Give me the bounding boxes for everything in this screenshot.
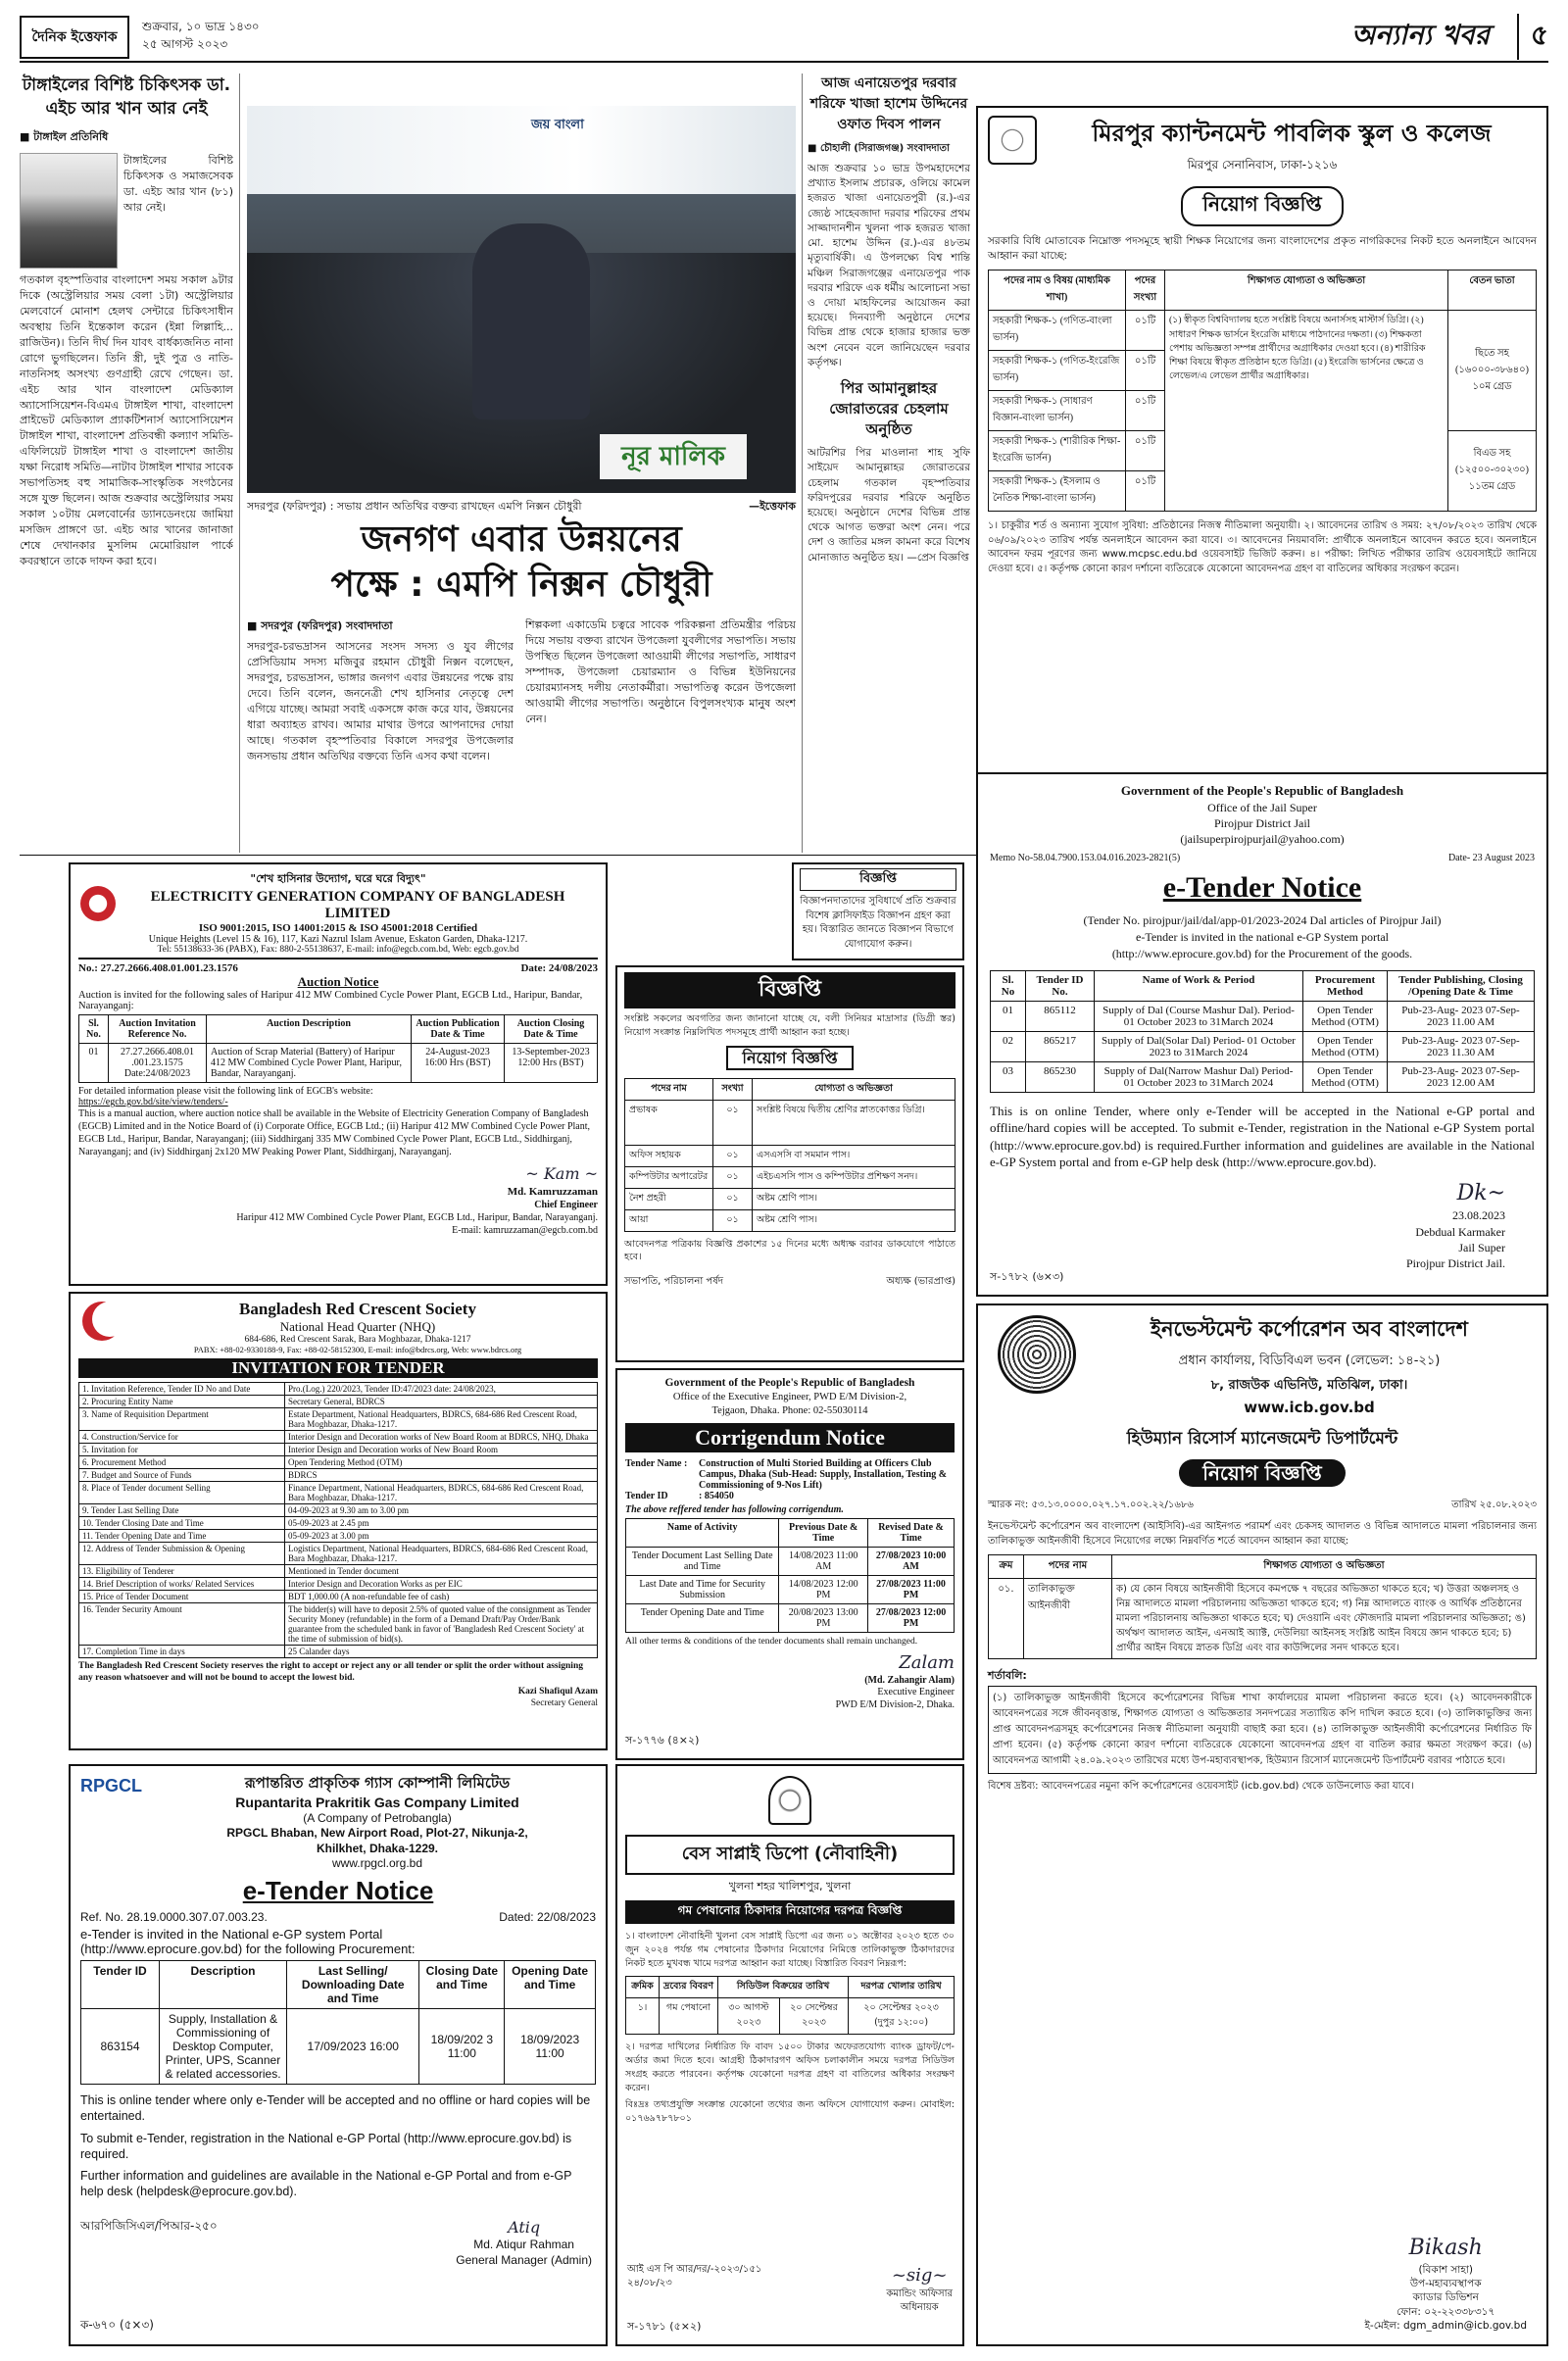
egcb-table: Sl. No. Auction Invitation Reference No. Auction Description Auction Publication Date & Time Auction Closing Date & Time 01 27.27.2666.408.01 .001.23.1575 Date:24/08/2023 Auction of Scrap Material (Battery) of Haripur 412 MW Combined Cycle Power Plant, Haripur, Bandar, Narayanganj. 24-August-2023 16:00 Hrs (BST) 13-September-2023 12:00 Hrs (BST): [78, 1014, 598, 1083]
masthead-date: শুক্রবার, ১০ ভাদ্র ১৪৩০ ২৫ আগস্ট ২০২৩: [142, 20, 260, 51]
jail-table: Sl. No Tender ID No. Name of Work & Period Procurement Method Tender Publishing, Closing /Opening Date & Time 01 865112 Supply of Dal (Course Mashur Dal). Period- 01 October 2023 to 31March 2024 Open Tender Method (OTM) Pub-23-Aug- 2023 07-Sep-2023 11.00 AM 02 865217 Supply of Dal(Solar Dal) Period- 01 October 2023 to 31March 2024 Open Tender Method (OTM) Pub-23-Aug- 2023 07-Sep-2023 11.30 AM 03 865230 Supply of Dal(Narrow Mashur Dal) Period- 01 October 2023 to 31March 2024 Open Tender Method (OTM) Pub-23-Aug- 2023 07-Sep-2023 12.00 AM: [990, 970, 1535, 1093]
redcrescent-notice: Bangladesh Red Crescent Society National Head Quarter (NHQ) 684-686, Red Crescent Sarak, Bara Moghbazar, Dhaka-1217 PABX: +88-02-9330188-9, Fax: +88-02-58152300, E-mail: info@bdrcs.org, Web: www.bdrcs.org INVITATION FOR TENDER 1. Invitation Reference, Tender ID No and Date Pro.(Log.) 220/2023, Tender ID:47/2023 date: 24/08/2023, 2. Procuring Entity Name Secretary General, BDRCS 3. Name of Requisition Department Estate Department, National Headquarters, BDRCS, 684-686 Red Crescent Road, Bara Moghbazar, Dhaka-1217. 4. Construction/Service for Interior Design and Decoration works of New Board Room at BDRCS, NHQ, Dhaka 5. Invitation for Interior Design and Decoration works of New Board Room 6. Procurement Method Open Tendering Method (OTM) 7. Budget and Source of Funds BDRCS 8. Place of Tender document Selling Finance Department, National Headquarters, BDRCS, 684-686 Red Crescent Road, Bara Moghbazar, Dhaka-1217. 9. Tender Last Selling Date 04-09-2023 at 9.30 am to 3.00 pm 10. Tender Closing Date and Time 05-09-2023 at 2.45 pm 11. Tender Opening Date and Time 05-09-2023 at 3.00 pm 12. Address of Tender Submission & Opening Logistics Department, National Headquarters, BDRCS, 684-686 Red Crescent Road, Bara Moghbazar, Dhaka-1217. 13. Eligibility of Tenderer Mentioned in Tender document 14. Brief Description of works/ Related Services Interior Design and Decoration Works as per EIC 15. Price of Tender Document BDT 1,000.00 (A non-refundable fee of cash) 16. Tender Security Amount The bidder(s) will have to deposit 2.5% of quoted value of the consignment as Tender Security Money (refundable) in the form of a Demand Draft/Pay Order/Bank guarantee from the scheduled bank in favor of 'Bangladesh Red Crescent Society' at the time of submission of bid(s). 17. Completion Time in days 25 Calander days The Bangladesh Red Crescent Society reserves the right to accept or reject any or all tender or split the order without assigning any reason whatsoever and will not be bound to accept the lowest bid. Kazi Shafiqul Azam Secretary General: [69, 1292, 608, 1750]
classified-small: বিজ্ঞপ্তি বিজ্ঞাপনদাতাদের সুবিধার্থে প্রতি শুক্রবার বিশেষ ক্লাসিফাইড বিজ্ঞাপন গ্রহণ করা হয়। বিস্তারিত জানতে বিজ্ঞাপন বিভাগে যোগাযোগ করুন।: [792, 862, 964, 960]
table-row: 02 865217 Supply of Dal(Solar Dal) Period- 01 October 2023 to 31March 2024 Open Tender Method (OTM) Pub-23-Aug- 2023 07-Sep-2023 11.30 AM: [991, 1031, 1535, 1061]
redcrescent-banner: INVITATION FOR TENDER: [78, 1358, 598, 1378]
pwd-corrigendum: Government of the People's Republic of Bangladesh Office of the Executive Engineer, PWD E/M Division-2, Tejgaon, Dhaka. Phone: 02-55030114 Corrigendum Notice Tender Name : Construction of Multi Storied Building at Officers Club Campus, Dhaka (Sub-Head: Supply, Installation, Testing & Commissioning of 9-Nos Lift) Tender ID : 854050 The above reffered tender has following corrigendum. Name of Activity Previous Date & Time Revised Date & Time Tender Document Last Selling Date and Time 14/08/2023 11:00 AM 27/08/2023 10:00 AM Last Date and Time for Security Submission 14/08/2023 12:00 PM 27/08/2023 11:00 PM Tender Opening Date and Time 20/08/2023 13:00 PM 27/08/2023 12:00 PM All other terms & conditions of the tender documents shall remain unchanged. Zalam (Md. Zahangir Alam) Executive Engineer PWD E/M Division-2, Dhaka. স-১৭৭৬ (৪×২): [615, 1368, 964, 1760]
navy-emblem-icon: [768, 1776, 811, 1825]
byline: ■ টাঙ্গাইল প্রতিনিধি: [20, 130, 109, 143]
egcb-notice: "শেখ হাসিনার উদ্যোগ, ঘরে ঘরে বিদ্যুৎ" ELECTRICITY GENERATION COMPANY OF BANGLADESH LIMITED ISO 9001:2015, ISO 14001:2015 & ISO 45001:2018 Certified Unique Heights (Level 15 & 16), 117, Kazi Nazrul Islam Avenue, Eskaton Garden, Dhaka-1217. Tel: 55138633-36 (PABX), Fax: 880-2-55138637, E-mail: info@egcb.com.bd, Web: egcb.gov.bd No.: 27.27.2666.408.01.001.23.1576 Date: 24/08/2023 Auction Notice Auction is invited for the following sales of Haripur 412 MW Combined Cycle Power Plant, EGCB Ltd., Haripur, Bandar, Narayanganj: Sl. No. Auction Invitation Reference No. Auction Description Auction Publication Date & Time Auction Closing Date & Time 01 27.27.2666.408.01 .001.23.1575 Date:24/08/2023 Auction of Scrap Material (Battery) of Haripur 412 MW Combined Cycle Power Plant, Haripur, Bandar, Narayanganj. 24-August-2023 16:00 Hrs (BST) 13-September-2023 12:00 Hrs (BST) For detailed information please visit the following link of EGCB's website: https://egcb.gov.bd/site/view/tenders/- This is a manual auction, where auction notice shall be available in the Website of Electricity Generation Company of Bangladesh (EGCB) Limited and in the Notice Board of (i) Corporate Office, EGCB Ltd.; (ii) Haripur 412 MW Combined Cycle Power Plant, EGCB Ltd., Haripur, Bandar, Narayanganj; (iii) Siddhirganj 335 MW Combined Cycle Power Plant, EGCB Ltd., Siddhirganj, Narayanganj; and (iv) Siddhirganj 2x120 MW Peaking Power Plant, Siddhirganj, Narayanganj. ~ Kam ~ Md. Kamruzzaman Chief Engineer Haripur 412 MW Combined Cycle Power Plant, EGCB Ltd., Haripur, Bandar, Narayanganj. E-mail: kamruzzaman@egcb.com.bd: [69, 862, 608, 1286]
page-number: ৫: [1517, 14, 1548, 60]
section-title: অন্যান্য খবর: [1350, 19, 1490, 51]
masthead: [20, 10, 1548, 78]
photo-tag: নূর মালিক: [600, 434, 747, 479]
column-rule: [239, 74, 240, 853]
mirpur-notice: মিরপুর ক্যান্টনমেন্ট পাবলিক স্কুল ও কলেজ মিরপুর সেনানিবাস, ঢাকা-১২১৬ নিয়োগ বিজ্ঞপ্তি সরকারি বিধি মোতাবেক নিম্নোক্ত পদসমূহে স্থায়ী শিক্ষক নিয়োগের জন্য বাংলাদেশের প্রকৃত নাগরিকদের নিকট হতে অনলাইনে আবেদন আহ্বান করা যাচ্ছে: পদের নাম ও বিষয় (মাধ্যমিক শাখা) পদের সংখ্যা শিক্ষাগত যোগ্যতা ও অভিজ্ঞতা বেতন ভাতা সহকারী শিক্ষক-১ (গণিত-বাংলা ভার্সন) ০১টি (১) স্বীকৃত বিশ্ববিদ্যালয় হতে সংশ্লিষ্ট বিষয়ে অনার্সসহ মাস্টার্স ডিগ্রি। (২) সাধারণ শিক্ষক ভার্সনে ইংরেজি মাধ্যমে পাঠদানের দক্ষতা। (৩) শিক্ষকতা পেশায় অভিজ্ঞতা সম্পন্ন প্রার্থীদের অগ্রাধিকার দেওয়া হবে। (৪) শারীরিক শিক্ষা বিষয়ে স্বীকৃত প্রতিষ্ঠান হতে ডিগ্রি। (৫) ইংরেজি ভার্সনের ক্ষেত্রে ও লেভেল/এ লেভেল প্রার্থীর অগ্রাধিকার। ছিতে সহ (১৬০০০-৩৮৬৪০) ১০ম গ্রেড সহকারী শিক্ষক-১ (গণিত-ইংরেজি ভার্সন) ০১টি সহকারী শিক্ষক-১ (সাধারণ বিজ্ঞান-বাংলা ভার্সন) ০১টি সহকারী শিক্ষক-১ (শারীরিক শিক্ষা-ইংরেজি ভার্সন) ০১টি বিএড সহ (১২৫০০-৩০২৩০) ১১তম গ্রেড সহকারী শিক্ষক-১ (ইসলাম ও নৈতিক শিক্ষা-বাংলা ভার্সন) ০১টি ১। চাকুরীর শর্ত ও অন্যান্য সুযোগ সুবিধা: প্রতিষ্ঠানের নিজস্ব নীতিমালা অনুযায়ী। ২। আবেদনের তারিখ ও সময়: ২৭/০৮/২০২৩ তারিখ থেকে ০৬/০৯/২০২৩ তারিখ পর্যন্ত অনলাইনে আবেদন করা যাবে। ৩। আবেদনের নিয়মাবলি: প্রার্থীকে অনলাইনে আবেদন করতে হবে। অনলাইনে আবেদন ফরম পূরণের জন্য www.mcpsc.edu.bd ওয়েবসাইট ভিজিট করুন। ৪। পরীক্ষা: লিখিত পরীক্ষার তারিখ ওয়েবসাইটে জানিয়ে দেওয়া হবে। ৫। কর্তৃপক্ষ কোনো কারণ দর্শানো ব্যতিরেকে যেকোনো আবেদনপত্র গ্রহণ বা বাতিলের অধিকার সংরক্ষণ করেন।: [976, 106, 1548, 833]
egcb-link[interactable]: https://egcb.gov.bd/site/view/tenders/-: [78, 1097, 228, 1107]
icb-table: ক্রম পদের নাম শিক্ষাগত যোগ্যতা ও অভিজ্ঞতা ০১. তালিকাভুক্ত আইনজীবী ক) যে কোন বিষয়ে আইনজীবী হিসেবে কমপক্ষে ৭ বছরের অভিজ্ঞতা থাকতে হবে; খ) উত্তরা অঞ্চলসহ ও নিম্ন আদালতে মামলা পরিচালনায় অভিজ্ঞতা থাকতে হবে; গ) নিম্ন আদালতে ব্যাংক ও আর্থিক প্রতিষ্ঠানের মামলা পরিচালনায় অভিজ্ঞতা থাকতে হবে; ঘ) দেওয়ানি এবং ফৌজদারি মামলা পরিচালনার অভিজ্ঞতা; ঙ) অর্থঋণ আদালত আইন, এনআই অ্যাক্ট, দেউলিয়া আইনসহ সংশ্লিষ্ট আইন বিষয়ে জ্ঞান থাকতে হবে; চ) প্রার্থীর আইন বিষয়ে স্নাতক ডিগ্রি এবং বার কাউন্সিলের সনদ থাকতে হবে।: [988, 1554, 1537, 1659]
photo-caption: সদরপুর (ফরিদপুর) : সভায় প্রধান অতিথির বক্তব্য রাখছেন এমপি নিক্সন চৌধুরী —ইত্তেফাক: [247, 500, 796, 513]
icb-logo-icon: [998, 1315, 1076, 1394]
story-urs: আজ এনায়েতপুর দরবার শরিফে খাজা হাশেম উদ্দিনের ওফাত দিবস পালন ■ চৌহালী (সিরাজগঞ্জ) সংবাদদাতা আজ শুক্রবার ১০ ভাদ্র উপমহাদেশের প্রখ্যাত ইসলাম প্রচারক, ওলিয়ে কামেল হজরত খাজা এনায়েতপুরী (র.)-এর জ্যেষ্ঠ সাহেবজাদা দরবার শরিফের প্রথম সাজ্জাদানশীন খুলনা পাক হজরত খাজা মো. হাশেম উদ্দিন (র.)-এর ৪৮তম মৃত্যুবার্ষিকী। এ উপলক্ষ্যে বিশ্ব শান্তি মঞ্চিল সিরাজগঞ্জের এনায়েতপুর পাক দরবার শরিফে এক ধর্মীয় আলোচনা সভা ও দোয়া মাহফিলের আয়োজন করা হয়েছে। দিনব্যাপী অনুষ্ঠানে দেশের বিভিন্ন প্রান্ত থেকে হাজার হাজার ভক্ত অংশ নেবেন বলে জানিয়েছেন দরবার কর্তৃপক্ষ। পির আমানুল্লাহর জোরাতরের চেহলাম অনুষ্ঠিত আটরশির পির মাওলানা শাহ সুফি সাইয়েদ আমানুল্লাহর জোরাতরের চেহলাম গতকাল বৃহস্পতিবার ফরিদপুরের দরবার শরিফে অনুষ্ঠিত হয়েছে। অনুষ্ঠানে দেশের বিভিন্ন প্রান্ত থেকে আগত ভক্তরা অংশ নেন। পরে দেশ ও জাতির মঙ্গল কামনা করে বিশেষ মোনাজাত অনুষ্ঠিত হয়। —প্রেস বিজ্ঞপ্তি: [808, 75, 970, 564]
sub-headline: পির আমানুল্লাহর জোরাতরের চেহলাম অনুষ্ঠিত: [829, 379, 949, 439]
rpgcl-logo: RPGCL: [80, 1776, 142, 1795]
newspaper-logo: দৈনিক ইত্তেফাক: [20, 16, 129, 59]
madrasa-notice: বিজ্ঞপ্তি সংশ্লিষ্ট সকলের অবগতির জন্য জানানো যাচ্ছে যে, বলী সিনিয়র মাদ্রাসার (ডিগ্রী স্তর) নিয়োগ সংক্রান্ত নিম্নলিখিত পদসমূহে প্রার্থী আহ্বান করা হচ্ছে। নিয়োগ বিজ্ঞপ্তি পদের নাম সংখ্যা যোগ্যতা ও অভিজ্ঞতা প্রভাষক ০১ সংশ্লিষ্ট বিষয়ে দ্বিতীয় শ্রেণির স্নাতকোত্তর ডিগ্রি। অফিস সহায়ক ০১ এসএসসি বা সমমান পাস। কম্পিউটার অপারেটর ০১ এইচএসসি পাস ও কম্পিউটার প্রশিক্ষণ সনদ। নৈশ প্রহরী ০১ অষ্টম শ্রেণি পাস। আয়া ০১ অষ্টম শ্রেণি পাস। আবেদনপত্র পত্রিকায় বিজ্ঞপ্তি প্রকাশের ১৫ দিনের মধ্যে অধ্যক্ষ বরাবর ডাকযোগে পাঠাতে হবে। সভাপতি, পরিচালনা পর্ষদ অধ্যক্ষ (ভারপ্রাপ্ত): [615, 965, 964, 1362]
mp-headline: জনগণ এবার উন্নয়নের পক্ষে : এমপি নিক্সন চৌধুরী: [330, 519, 712, 605]
jail-title: e-Tender Notice: [1162, 871, 1362, 905]
speaker-figure: [472, 223, 590, 419]
mp-col1: ■ সদরপুর (ফরিদপুর) সংবাদদাতা সদরপুর-চরভদ্রাসন আসনের সংসদ সদস্য ও যুব লীগের প্রেসিডিয়াম সদস্য মজিবুর রহমান চৌধুরী নিক্সন বলেছেন, সদরপুর, চরভদ্রাসন, ভাঙ্গার জনগণ এবার উন্নয়নের পক্ষে রায় দেবে। তিনি বলেন, জননেত্রী শেখ হাসিনার নেতৃত্বে দেশ এগিয়ে যাচ্ছে। আমরা সবাই একসঙ্গে কাজ করে যাব, উন্নয়নের ধারা অব্যাহত রাখব। আমার মাথার উপরে আপনাদের দোয়া আছে। গতকাল বৃহস্পতিবার বিকালে সদরপুর উপজেলার জনসভায় প্রধান অতিথির বক্তব্যে তিনি এসব কথা বলেন।: [247, 619, 514, 762]
redcrescent-table: 1. Invitation Reference, Tender ID No and Date Pro.(Log.) 220/2023, Tender ID:47/2023 date: 24/08/2023, 2. Procuring Entity Name Secretary General, BDRCS 3. Name of Requisition Department Estate Department, National Headquarters, BDRCS, 684-686 Red Crescent Road, Bara Moghbazar, Dhaka-1217. 4. Construction/Service for Interior Design and Decoration works of New Board Room at BDRCS, NHQ, Dhaka 5. Invitation for Interior Design and Decoration works of New Board Room 6. Procurement Method Open Tendering Method (OTM) 7. Budget and Source of Funds BDRCS 8. Place of Tender document Selling Finance Department, National Headquarters, BDRCS, 684-686 Red Crescent Road, Bara Moghbazar, Dhaka-1217. 9. Tender Last Selling Date 04-09-2023 at 9.30 am to 3.00 pm 10. Tender Closing Date and Time 05-09-2023 at 2.45 pm 11. Tender Opening Date and Time 05-09-2023 at 3.00 pm 12. Address of Tender Submission & Opening Logistics Department, National Headquarters, BDRCS, 684-686 Red Crescent Road, Bara Moghbazar, Dhaka-1217. 13. Eligibility of Tenderer Mentioned in Tender document 14. Brief Description of works/ Related Services Interior Design and Decoration Works as per EIC 15. Price of Tender Document BDT 1,000.00 (A non-refundable fee of cash) 16. Tender Security Amount The bidder(s) will have to deposit 2.5% of quoted value of the consignment as Tender Security Money (refundable) in the form of a Demand Draft/Pay Order/Bank guarantee from the scheduled bank in favor of 'Bangladesh Red Crescent Society' at the time of submission of bid(s). 17. Completion Time in days 25 Calander days: [78, 1382, 598, 1658]
jail-etender: Government of the People's Republic of Bangladesh Office of the Jail Super Pirojpur District Jail (jailsuperpirojpurjail@yahoo.com) Memo No-58.04.7900.153.04.016.2023-2821(5) Date- 23 August 2023 e-Tender Notice (Tender No. pirojpur/jail/dal/app-01/2023-2024 Dal articles of Pirojpur Jail) e-Tender is invited in the national e-GP System portal (http://www.eprocure.gov.bd) for the Procurement of the goods. Sl. No Tender ID No. Name of Work & Period Procurement Method Tender Publishing, Closing /Opening Date & Time 01 865112 Supply of Dal (Course Mashur Dal). Period- 01 October 2023 to 31March 2024 Open Tender Method (OTM) Pub-23-Aug- 2023 07-Sep-2023 11.00 AM 02 865217 Supply of Dal(Solar Dal) Period- 01 October 2023 to 31March 2024 Open Tender Method (OTM) Pub-23-Aug- 2023 07-Sep-2023 11.30 AM 03 865230 Supply of Dal(Narrow Mashur Dal) Period- 01 October 2023 to 31March 2024 Open Tender Method (OTM) Pub-23-Aug- 2023 07-Sep-2023 12.00 AM This is on online Tender, where only e-Tender will be accepted in the National e-GP portal and offline/hard copies will be accepted. To submit e-Tender, registration in the National e-GP System portal (http://www.eprocure.gov.bd) is required.Further information and guidelines are available in the National e-GP System portal and from e-GP help desk (http://www.eprocure.gov.bd). Dk~ 23.08.2023 Debdual Karmaker Jail Super Pirojpur District Jail. স-১৭৮২ (৬×৩): [976, 772, 1548, 1297]
mp-photo: জয় বাংলা নূর মালিক: [247, 106, 796, 493]
rpgcl-title: e-Tender Notice: [242, 1876, 434, 1906]
story-headline: আজ এনায়েতপুর দরবার শরিফে খাজা হাশেম উদ্দিনের ওফাত দিবস পালন: [809, 75, 968, 132]
column-rule: [802, 74, 803, 853]
school-crest-icon: [988, 116, 1037, 165]
masthead-rule: [20, 61, 1548, 63]
mp-col2: শিল্পকলা একাডেমি চত্বরে সাবেক পরিকল্পনা প্রতিমন্ত্রীর পরিচয় দিয়ে সভায় বক্তব্য রাখেন উপজেলা যুবলীগের সভাপতি। সভায় উপস্থিত ছিলেন উপজেলা আওয়ামী লীগের সভাপতি, সাধারণ সম্পাদক, উপজেলা চেয়ারম্যান ও বিভিন্ন ইউনিয়নের চেয়ারম্যানসহ দলীয় নেতাকর্মীরা। সভাপতিত্ব করেন উপজেলা আওয়ামী লীগের সভাপতি। অনুষ্ঠানে বিপুলসংখ্যক মানুষ অংশ নেন।: [525, 618, 796, 725]
rpgcl-table: Tender ID Description Last Selling/ Downloading Date and Time Closing Date and Time Opening Date and Time 863154 Supply, Installation & Commissioning of Desktop Computer, Printer, UPS, Scanner & related accessories. 17/09/2023 16:00 18/09/202 3 11:00 18/09/2023 11:00: [80, 1960, 596, 2085]
doctor-photo: [20, 153, 118, 269]
table-row: 01 865112 Supply of Dal (Course Mashur Dal). Period- 01 October 2023 to 31March 2024 Open Tender Method (OTM) Pub-23-Aug- 2023 07-Sep-2023 11.00 AM: [991, 1001, 1535, 1031]
egcb-logo-icon: [80, 886, 116, 921]
mirpur-table: পদের নাম ও বিষয় (মাধ্যমিক শাখা) পদের সংখ্যা শিক্ষাগত যোগ্যতা ও অভিজ্ঞতা বেতন ভাতা সহকারী শিক্ষক-১ (গণিত-বাংলা ভার্সন) ০১টি (১) স্বীকৃত বিশ্ববিদ্যালয় হতে সংশ্লিষ্ট বিষয়ে অনার্সসহ মাস্টার্স ডিগ্রি। (২) সাধারণ শিক্ষক ভার্সনে ইংরেজি মাধ্যমে পাঠদানের দক্ষতা। (৩) শিক্ষকতা পেশায় অভিজ্ঞতা সম্পন্ন প্রার্থীদের অগ্রাধিকার দেওয়া হবে। (৪) শারীরিক শিক্ষা বিষয়ে স্বীকৃত প্রতিষ্ঠান হতে ডিগ্রি। (৫) ইংরেজি ভার্সনের ক্ষেত্রে ও লেভেল/এ লেভেল প্রার্থীর অগ্রাধিকার। ছিতে সহ (১৬০০০-৩৮৬৪০) ১০ম গ্রেড সহকারী শিক্ষক-১ (গণিত-ইংরেজি ভার্সন) ০১টি সহকারী শিক্ষক-১ (সাধারণ বিজ্ঞান-বাংলা ভার্সন) ০১টি সহকারী শিক্ষক-১ (শারীরিক শিক্ষা-ইংরেজি ভার্সন) ০১টি বিএড সহ (১২৫০০-৩০২৩০) ১১তম গ্রেড সহকারী শিক্ষক-১ (ইসলাম ও নৈতিক শিক্ষা-বাংলা ভার্সন) ০১টি: [988, 270, 1537, 512]
navy-notice: বেস সাপ্লাই ডিপো (নৌবাহিনী) খুলনা শহর খালিশপুর, খুলনা গম পেষানোর ঠিকাদার নিয়োগের দরপত্র বিজ্ঞপ্তি ১। বাংলাদেশ নৌবাহিনী খুলনা বেস সাপ্লাই ডিপো এর জন্য ০১ অক্টোবর ২০২৩ হতে ৩০ জুন ২০২৪ পর্যন্ত গম পেষানোর ঠিকাদার নিয়োগের নিমিত্তে তালিকাভুক্ত ঠিকাদারদের নিকট হতে মুখবন্ধ খামে দরপত্র আহ্বান করা যাচ্ছে। বিস্তারিত বিবরণ নিম্নরূপ: ক্রমিক দ্রব্যের বিবরণ সিডিউল বিক্রয়ের তারিখ দরপত্র খোলার তারিখ ১। গম পেষানো ৩০ আগস্ট ২০২৩ ২০ সেপ্টেম্বর ২০২৩ ২০ সেপ্টেম্বর ২০২৩ (দুপুর ১২:০০) ২। দরপত্র দাখিলের নির্ধারিত ফি বাবদ ১৫০০ টাকার অফেরতযোগ্য ব্যাংক ড্রাফট/পে-অর্ডার জমা দিতে হবে। আগ্রহী ঠিকাদারগণ অফিস চলাকালীন সময়ে দরপত্র সিডিউল সংগ্রহ করতে পারবেন। কর্তৃপক্ষ যেকোনো দরপত্র গ্রহণ বা বাতিলের অধিকার সংরক্ষণ করেন। বিঃদ্রঃ তথ্যপ্রযুক্তি সংক্রান্ত যেকোনো তথ্যের জন্য অফিসে যোগাযোগ করুন। মোবাইল: ০১৭৬৯৭৮৭৮০১ আই এস পি আর/দর/-২০২৩/১৫১ ২৪/০৮/২৩ ~sig~ কমান্ডিং অফিসার অধিনায়ক স-১৭৮১ (৫×২): [615, 1764, 964, 2346]
pwd-table: Name of Activity Previous Date & Time Revised Date & Time Tender Document Last Selling Date and Time 14/08/2023 11:00 AM 27/08/2023 10:00 AM Last Date and Time for Security Submission 14/08/2023 12:00 PM 27/08/2023 11:00 PM Tender Opening Date and Time 20/08/2023 13:00 PM 27/08/2023 12:00 PM: [625, 1518, 955, 1633]
story-headline: টাঙ্গাইলের বিশিষ্ট চিকিৎসক ডা. এইচ আর খান আর নেই: [22, 75, 231, 119]
rpgcl-etender: RPGCL রূপান্তরিত প্রাকৃতিক গ্যাস কোম্পানী লিমিটেড Rupantarita Prakritik Gas Company Limited (A Company of Petrobangla) RPGCL Bhaban, New Airport Road, Plot-27, Nikunja-2, Khilkhet, Dhaka-1229. www.rpgcl.org.bd e-Tender Notice Ref. No. 28.19.0000.307.07.003.23. Dated: 22/08/2023 e-Tender is invited in the National e-GP system Portal (http://www.eprocure.gov.bd) for the following Procurement: Tender ID Description Last Selling/ Downloading Date and Time Closing Date and Time Opening Date and Time 863154 Supply, Installation & Commissioning of Desktop Computer, Printer, UPS, Scanner & related accessories. 17/09/2023 16:00 18/09/202 3 11:00 18/09/2023 11:00 This is online tender where only e-Tender will be accepted and no offline or hard copies will be entertained. To submit e-Tender, registration in the National e-GP Portal (http://www.eprocure.gov.bd) is required. Further information and guidelines are available in the National e-GP Portal and from e-GP help desk (helpdesk@eprocure.gov.bd). আরপিজিসিএল/পিআর-২৫০ Atiq Md. Atiqur Rahman General Manager (Admin) ক-৬৭০ (৫×৩): [69, 1764, 608, 2346]
story-doctor: টাঙ্গাইলের বিশিষ্ট চিকিৎসক ডা. এইচ আর খান আর নেই ■ টাঙ্গাইল প্রতিনিধি টাঙ্গাইলের বিশিষ্ট চিকিৎসক ও সমাজসেবক ডা. এইচ আর খান (৮১) আর নেই। গতকাল বৃহস্পতিবার বাংলাদেশ সময় সকাল ৯টার দিকে (অস্ট্রেলিয়ার সময় বেলা ১টা) অস্ট্রেলিয়ার মেলবোর্নে মোনাশ হেলথ সেন্টারে চিকিৎসাধীন অবস্থায় তিনি ইন্তেকাল করেন (ইন্না লিল্লাহি... রাজিউন)। তিনি দীর্ঘ দিন যাবৎ বার্ধক্যজনিত নানা রোগে ভুগছিলেন। তিনি স্ত্রী, দুই পুত্র ও নাতি-নাতনিসহ অসংখ্য গুণগ্রাহী রেখে গেছেন। ডা. এইচ আর খান বাংলাদেশ মেডিক্যাল অ্যাসোসিয়েশন-বিএমএ টাঙ্গাইল শাখা, বাংলাদেশ প্রাইভেট মেডিক্যাল প্র্যাকটিশনার্স অ্যাসোসিয়েশন টাঙ্গাইল শাখা, বাংলাদেশ প্রতিবন্ধী কল্যাণ সমিতি-এফিলিয়েট টাঙ্গাইল শাখা ও বাংলাদেশ জাতীয় যক্ষা নিরোধ সমিতি—নাটাব টাঙ্গাইল শাখার সাবেক সভাপতিসহ বহু সামাজিক-সাংস্কৃতিক সংগঠনের সঙ্গে যুক্ত ছিলেন। আজ শুক্রবার অস্ট্রেলিয়ার সময় সকাল ১০টায় মেলবোর্নের ড্যানডেনংয়ে জামিয়া মসজিদ প্রাঙ্গণে ডা. এইচ আর খানের জানাজা শেষে দেখানকার মুসলিম মেমোরিয়াল পার্কে কবরস্থানে তাকে দাফন করা হবে।: [20, 75, 233, 567]
navy-table: ক্রমিক দ্রব্যের বিবরণ সিডিউল বিক্রয়ের তারিখ দরপত্র খোলার তারিখ ১। গম পেষানো ৩০ আগস্ট ২০২৩ ২০ সেপ্টেম্বর ২০২৩ ২০ সেপ্টেম্বর ২০২৩ (দুপুর ১২:০০): [625, 1976, 955, 2035]
table-row: 03 865230 Supply of Dal(Narrow Mashur Dal) Period- 01 October 2023 to 31March 2024 Open Tender Method (OTM) Pub-23-Aug- 2023 07-Sep-2023 12.00 AM: [991, 1061, 1535, 1092]
photo-banner: [247, 106, 796, 194]
icb-notice: ইনভেস্টমেন্ট কর্পোরেশন অব বাংলাদেশ প্রধান কার্যালয়, বিডিবিএল ভবন (লেভেল: ১৪-২১) ৮, রাজউক এভিনিউ, মতিঝিল, ঢাকা। www.icb.gov.bd হিউম্যান রিসোর্স ম্যানেজমেন্ট ডিপার্টমেন্ট নিয়োগ বিজ্ঞপ্তি স্মারক নং: ৫৩.১৩.০০০০.০২৭.১৭.০০২.২২/১৬৮৬ তারিখ ২৫.০৮.২০২৩ ইনভেস্টমেন্ট কর্পোরেশন অব বাংলাদেশ (আইসিবি)-এর আইনগত পরামর্শ এবং চেকসহ আদালত ও বিভিন্ন আদালতে মামলা পরিচালনার জন্য তালিকাভুক্ত আইনজীবী হিসেবে নিয়োগের লক্ষ্যে নিম্নবর্ণিত শর্তে আবেদন আহ্বান করা যাচ্ছে: ক্রম পদের নাম শিক্ষাগত যোগ্যতা ও অভিজ্ঞতা ০১. তালিকাভুক্ত আইনজীবী ক) যে কোন বিষয়ে আইনজীবী হিসেবে কমপক্ষে ৭ বছরের অভিজ্ঞতা থাকতে হবে; খ) উত্তরা অঞ্চলসহ ও নিম্ন আদালতে মামলা পরিচালনায় অভিজ্ঞতা থাকতে হবে; গ) নিম্ন আদালতে ব্যাংক ও আর্থিক প্রতিষ্ঠানের মামলা পরিচালনায় অভিজ্ঞতা থাকতে হবে; ঘ) দেওয়ানি এবং ফৌজদারি মামলা পরিচালনার অভিজ্ঞতা; ঙ) অর্থঋণ আদালত আইন, এনআই অ্যাক্ট, দেউলিয়া আইনসহ সংশ্লিষ্ট আইন বিষয়ে জ্ঞান থাকতে হবে; চ) প্রার্থীর আইন বিষয়ে স্নাতক ডিগ্রি এবং বার কাউন্সিলের সনদ থাকতে হবে। শর্তাবলি: (১) তালিকাভুক্ত আইনজীবী হিসেবে কর্পোরেশনের বিভিন্ন শাখা কার্যালয়ের মামলা পরিচালনা করতে হবে। (২) আবেদনকারীকে আবেদনপত্রের সঙ্গে জীবনবৃত্তান্ত, শিক্ষাগত যোগ্যতা ও অভিজ্ঞতার সনদপত্রের সত্যায়িত কপি দাখিল করতে হবে। (৩) তালিকাভুক্তির জন্য প্রাপ্ত আবেদনপত্রসমূহ কর্পোরেশনের নিজস্ব নীতিমালা অনুযায়ী বাছাই করা হবে। (৪) তালিকাভুক্ত আইনজীবী কর্পোরেশনের নির্ধারিত ফি প্রাপ্য হবেন। (৫) কর্তৃপক্ষ কোনো কারণ দর্শানো ব্যতিরেকে যেকোনো আবেদনপত্র গ্রহণ বা বাতিল করার ক্ষমতা সংরক্ষণ করে। (৬) আবেদনপত্র আগামী ২৪.০৯.২০২৩ তারিখের মধ্যে উপ-মহাব্যবস্থাপক, হিউম্যান রিসোর্স ম্যানেজমেন্ট ডিপার্টমেন্ট বরাবর পাঠাতে হবে। বিশেষ দ্রষ্টব্য: আবেদনপত্রের নমুনা কপি কর্পোরেশনের ওয়েবসাইট (icb.gov.bd) থেকে ডাউনলোড করা যাবে। Bikash (বিকাশ সাহা) উপ-মহাব্যবস্থাপক ক্যাডার ডিভিশন ফোন: ০২-২২৩৩৮৩১৭ ই-মেইল: dgm_admin@icb.gov.bd: [976, 1303, 1548, 2346]
madrasa-table: পদের নাম সংখ্যা যোগ্যতা ও অভিজ্ঞতা প্রভাষক ০১ সংশ্লিষ্ট বিষয়ে দ্বিতীয় শ্রেণির স্নাতকোত্তর ডিগ্রি। অফিস সহায়ক ০১ এসএসসি বা সমমান পাস। কম্পিউটার অপারেটর ০১ এইচএসসি পাস ও কম্পিউটার প্রশিক্ষণ সনদ। নৈশ প্রহরী ০১ অষ্টম শ্রেণি পাস। আয়া ০১ অষ্টম শ্রেণি পাস।: [624, 1078, 956, 1232]
pwd-title: Corrigendum Notice: [625, 1423, 955, 1452]
